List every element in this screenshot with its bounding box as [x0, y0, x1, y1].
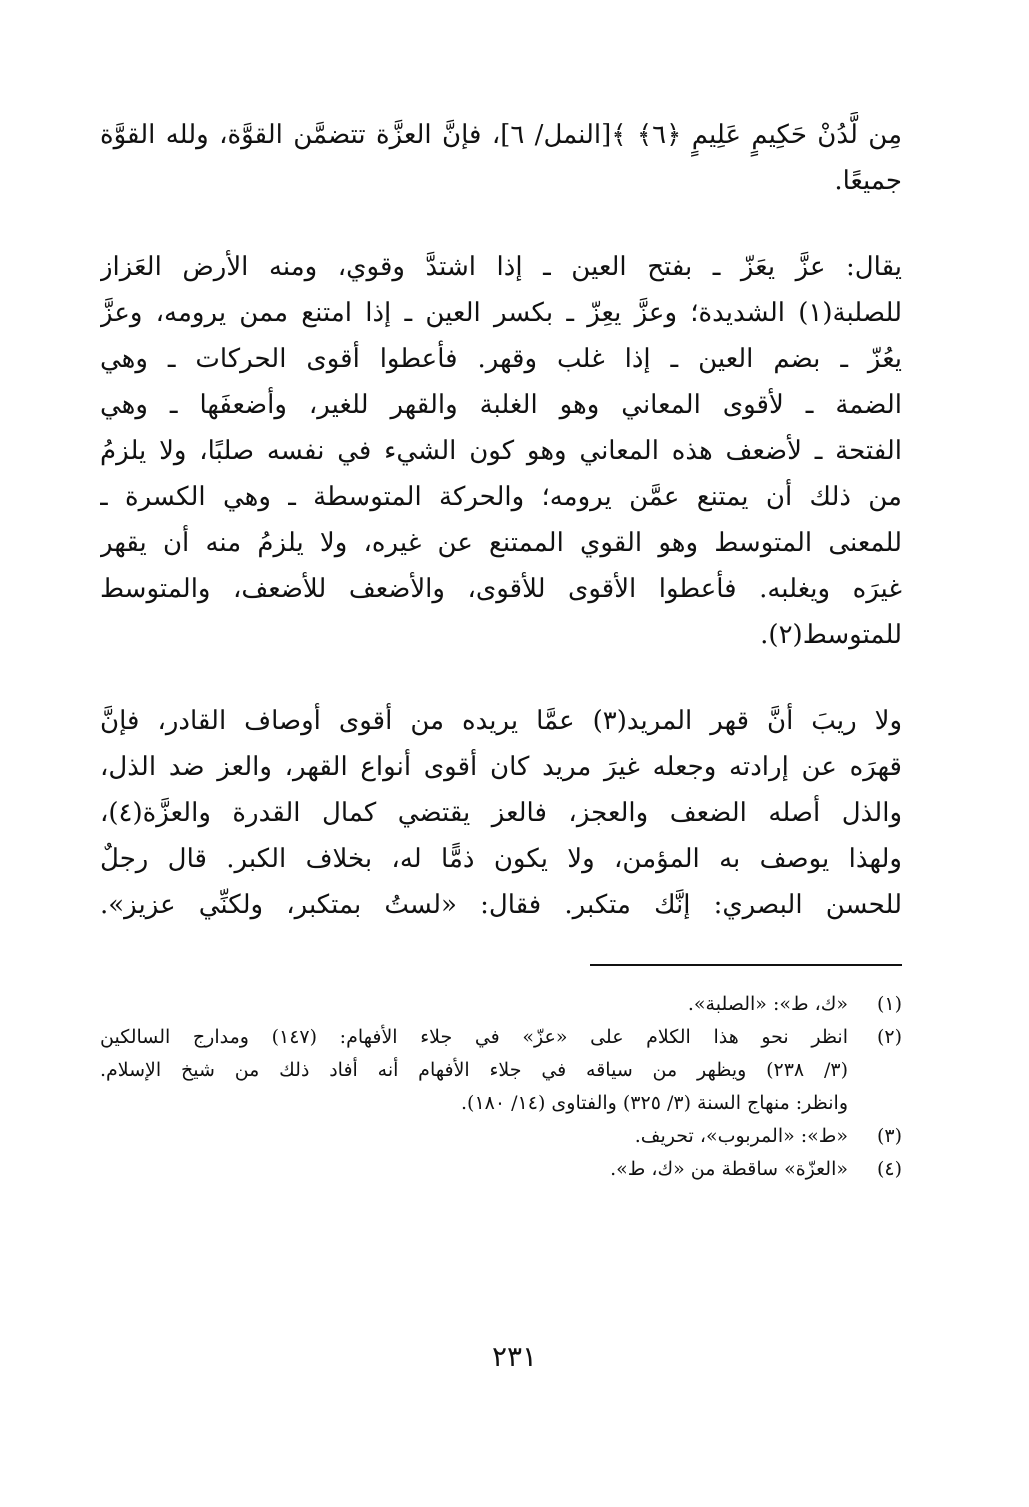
paragraph-3: [100, 698, 902, 928]
footnotes: [100, 988, 902, 1186]
body-line: والذل أصله الضعف والعجز، فالعز يقتضي كمال القدرة والعزَّة(٤)،: [100, 798, 902, 828]
footnote-number: (٣): [876, 1125, 902, 1147]
body-line: الفتحة ـ لأضعف هذه المعاني وهو كون الشيء في نفسه صلبًا، ولا يلزمُ: [100, 436, 902, 466]
footnote-4: [100, 1153, 902, 1186]
body-line: للمتوسط(٢).: [760, 620, 902, 650]
body-line: من ذلك أن يمتنع عمَّن يرومه؛ والحركة المتوسطة ـ وهي الكسرة ـ: [100, 482, 902, 512]
footnote-line: (٣/ ٢٣٨) ويظهر من سياقه في جلاء الأفهام أنه أفاد ذلك من شيخ الإسلام.: [100, 1059, 848, 1081]
footnote-line: انظر نحو هذا الكلام على «عزّ» في جلاء الأفهام: (١٤٧) ومدارج السالكين: [100, 1026, 848, 1048]
page-content: [100, 112, 902, 1186]
footnote-2: [100, 1021, 902, 1120]
footnote-3: [100, 1120, 902, 1153]
footnote-line: «العزّة» ساقطة من «ك، ط».: [610, 1158, 848, 1180]
body-line: للحسن البصري: إنَّك متكبر. فقال: «لستُ بمتكبر، ولكنِّي عزيز».: [100, 890, 902, 920]
footnote-line: «ط»: «المربوب»، تحريف.: [634, 1125, 848, 1147]
body-line: يقال: عزَّ يعَزّ ـ بفتح العين ـ إذا اشتدَّ وقوي، ومنه الأرض العَزاز: [100, 252, 902, 282]
footnote-number: (١): [876, 993, 902, 1015]
footnote-line: وانظر: منهاج السنة (٣/ ٣٢٥) والفتاوى (١٤/ ١٨٠).: [461, 1092, 848, 1114]
body-line: جميعًا.: [834, 166, 902, 196]
paragraph-2: [100, 244, 902, 658]
body-line: يعُزّ ـ بضم العين ـ إذا غلب وقهر. فأعطوا أقوى الحركات ـ وهي: [100, 344, 902, 374]
paragraph-1: [100, 112, 902, 204]
footnote-number: (٤): [876, 1158, 902, 1180]
body-line: ولا ريبَ أنَّ قهر المريد(٣) عمَّا يريده من أقوى أوصاف القادر، فإنَّ: [100, 706, 902, 736]
body-line: للصلبة(١) الشديدة؛ وعزَّ يعِزّ ـ بكسر العين ـ إذا امتنع ممن يرومه، وعزَّ: [100, 298, 902, 328]
body-line: قهرَه عن إرادته وجعله غيرَ مريد كان أقوى أنواع القهر، والعز ضد الذل،: [100, 752, 902, 782]
body-line: الضمة ـ لأقوى المعاني وهو الغلبة والقهر للغير، وأضعفَها ـ وهي: [100, 390, 902, 420]
body-line: مِن لَّدُنْ حَكِيمٍ عَلِيمٍ ﴿٦﴾ ﴾[النمل/ ٦]، فإنَّ العزَّة تتضمَّن القوَّة، ولله القوَّة: [100, 120, 902, 150]
body-line: ولهذا يوصف به المؤمن، ولا يكون ذمًّا له، بخلاف الكبر. قال رجلٌ: [100, 844, 902, 874]
page-number: ٢٣١: [491, 1340, 538, 1373]
footnote-number: (٢): [876, 1026, 902, 1048]
footnote-1: [100, 988, 902, 1021]
footnote-line: «ك، ط»: «الصلبة».: [687, 993, 848, 1015]
footnote-separator: [590, 964, 902, 966]
body-line: غيرَه ويغلبه. فأعطوا الأقوى للأقوى، والأضعف للأضعف، والمتوسط: [100, 574, 902, 604]
body-line: للمعنى المتوسط وهو القوي الممتنع عن غيره، ولا يلزمُ منه أن يقهر: [100, 528, 902, 558]
